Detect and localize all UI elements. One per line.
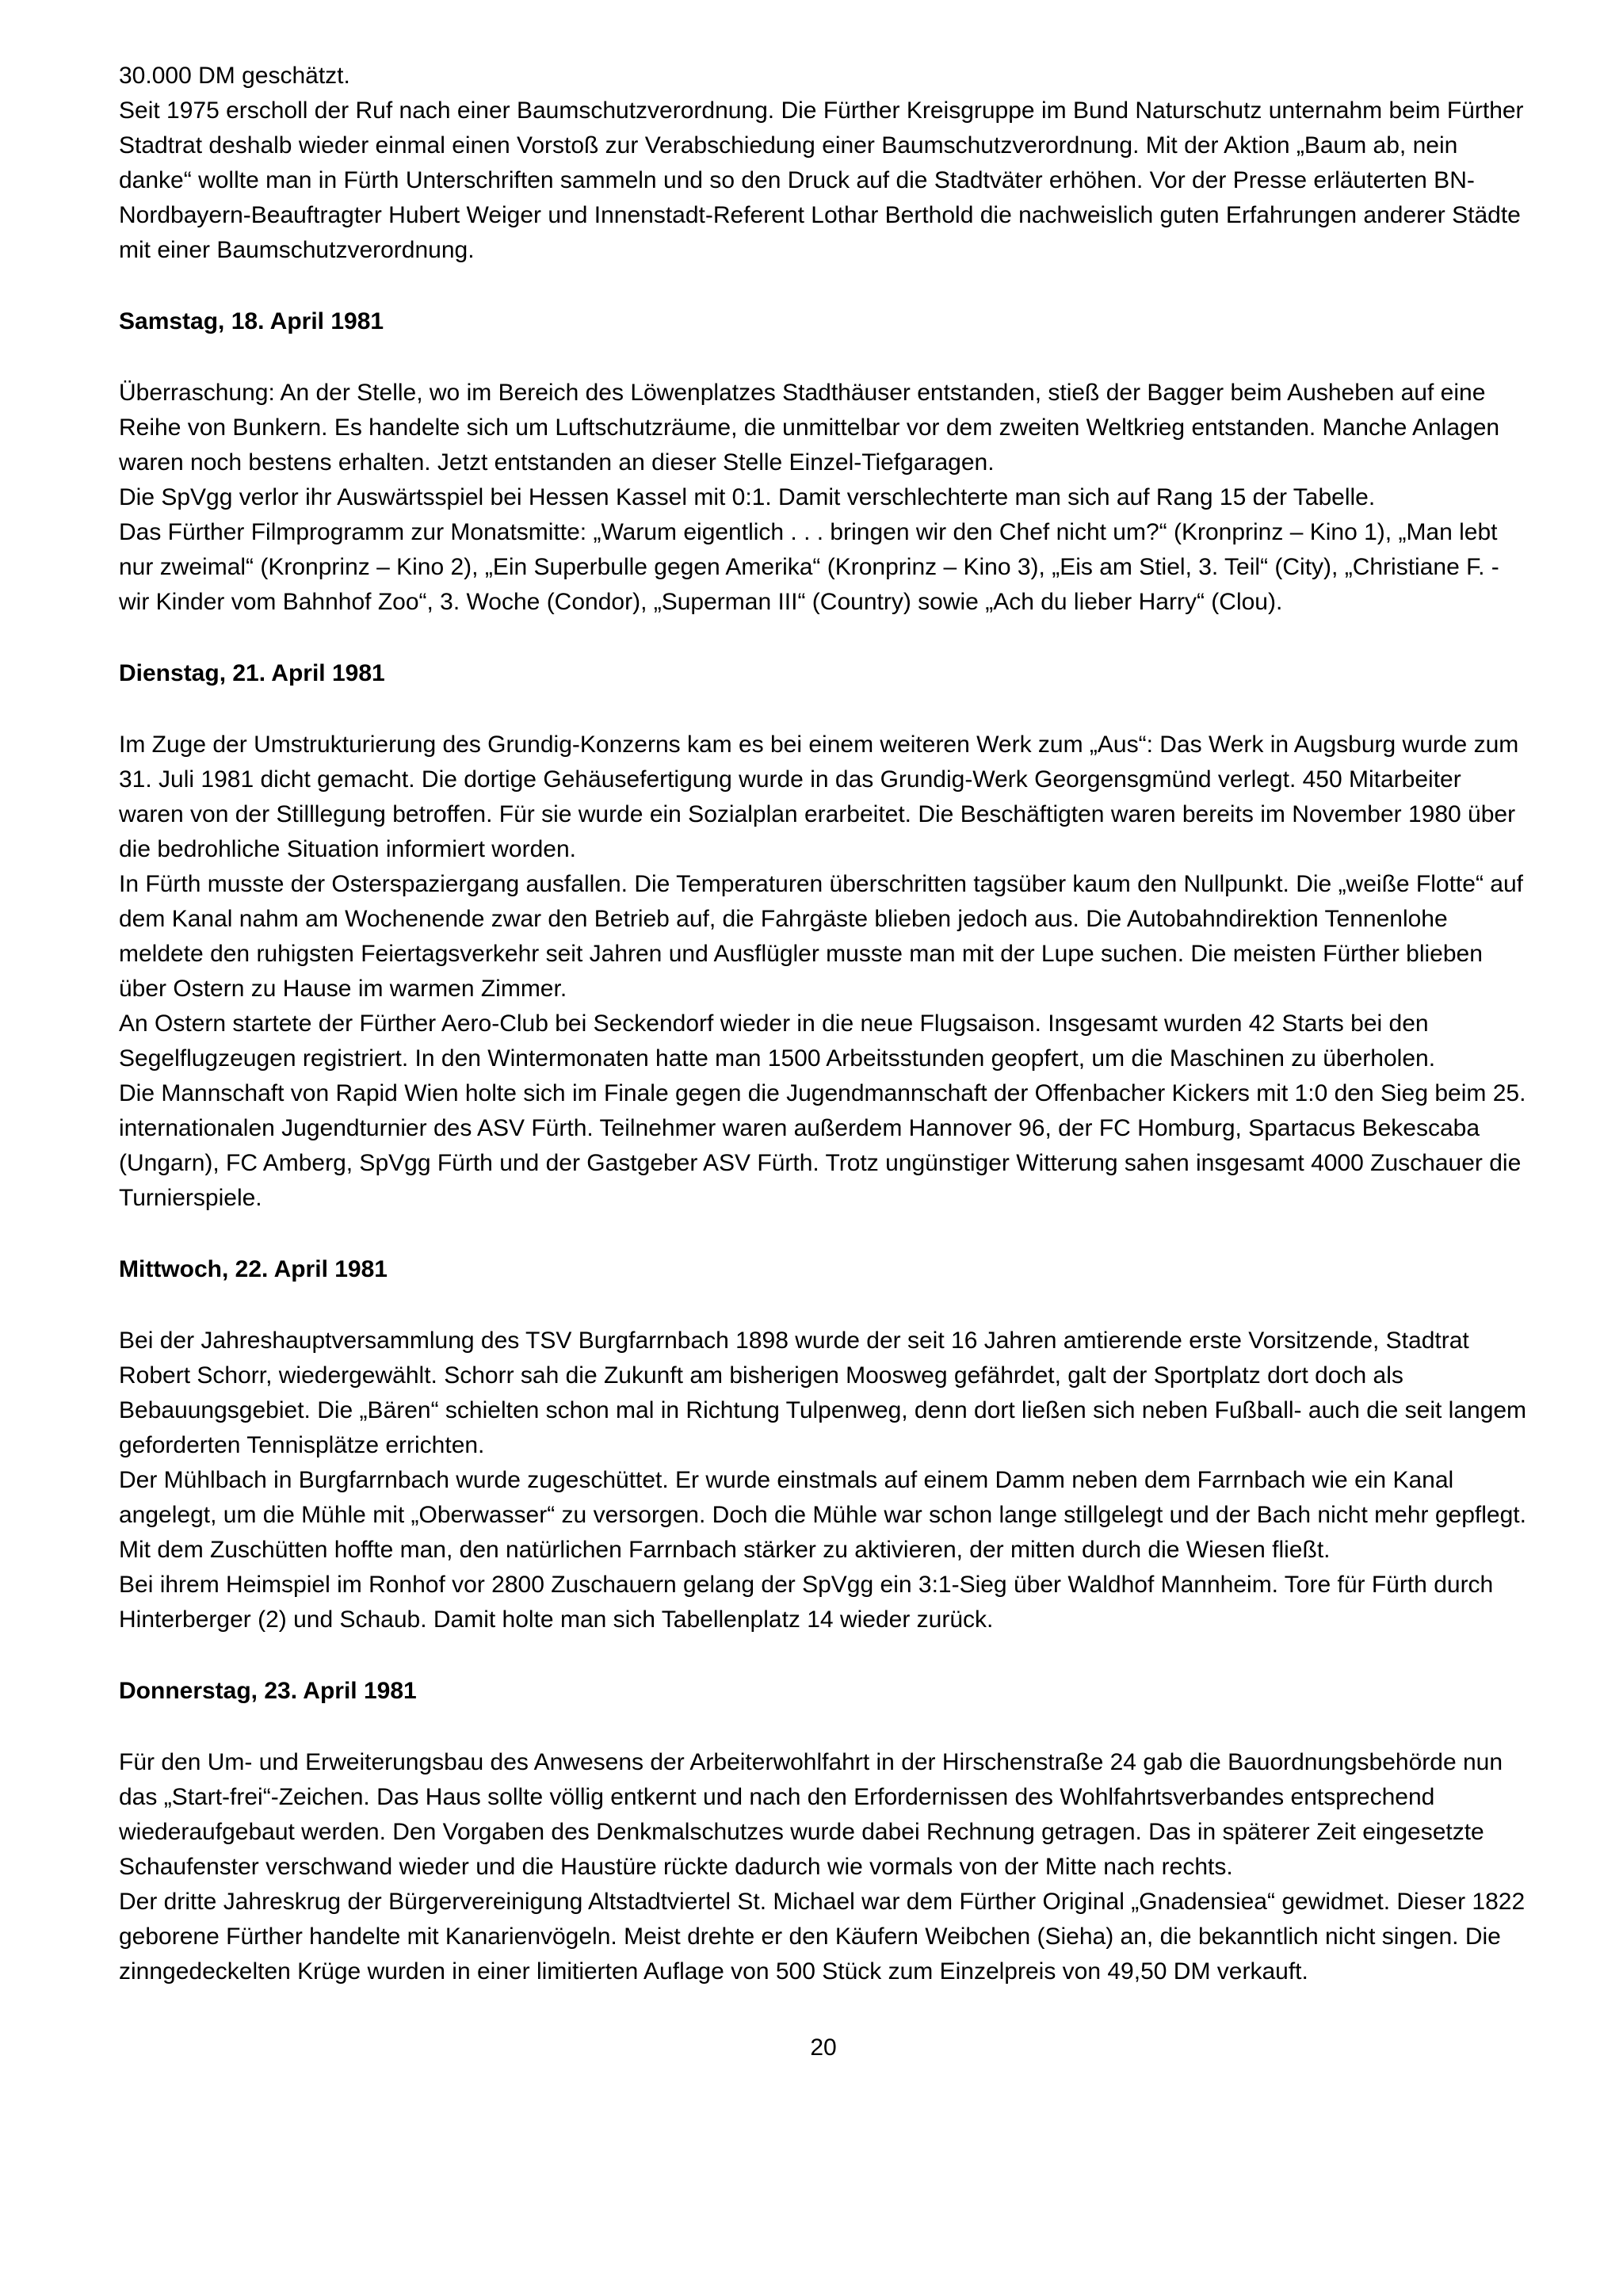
body-paragraph: Das Fürther Filmprogramm zur Monatsmitte: „Warum eigentlich . . . bringen wir den Chef nicht um?“ (Kronprinz – Kino 1), „Man lebt nur zweimal“ (Kronprinz – Kino 2), „Ein Superbulle gegen Amerika“ (Kronprinz – Kino 3), „Eis am Stiel, 3. Teil“ (City), „Christiane F. - wir Kinder vom Bahnhof Zoo“, 3. Woche (Condor), „Superman III“ (Country) sowie „Ach du lieber Harry“ (Clou). [119,519,1499,615]
body-paragraph: Im Zuge der Umstrukturierung des Grundig-Konzerns kam es bei einem weiteren Werk zum „Aus“: Das Werk in Augsburg wurde zum 31. Juli 1981 dicht gemacht. Die dortige Gehäusefertigung wurde in das Grundig-Werk Georgensgmünd verlegt. 450 Mitarbeiter waren von der Stilllegung betroffen. Für sie wurde ein Sozialplan erarbeitet. Die Beschäftigten waren bereits im November 1980 über die bedrohliche Situation informiert worden. [119,732,1519,862]
section-heading-dienstag-21-april-1981: Dienstag, 21. April 1981 [119,660,385,686]
body-paragraph: In Fürth musste der Osterspaziergang ausfallen. Die Temperaturen überschritten tagsüber kaum den Nullpunkt. Die „weiße Flotte“ auf dem Kanal nahm am Wochenende zwar den Betrieb auf, die Fahrgäste blieben jedoch aus. Die Autobahndirektion Tennenlohe meldete den ruhigsten Feiertagsverkehr seit Jahren und Ausflügler musste man mit der Lupe suchen. Die meisten Fürther blieben über Ostern zu Hause im warmen Zimmer. [119,871,1523,1002]
body-paragraph: Die Mannschaft von Rapid Wien holte sich im Finale gegen die Jugendmannschaft der Offenbacher Kickers mit 1:0 den Sieg beim 25. internationalen Jugendturnier des ASV Fürth. Teilnehmer waren außerdem Hannover 96, der FC Homburg, Spartacus Bekescaba (Ungarn), FC Amberg, SpVgg Fürth und der Gastgeber ASV Fürth. Trotz ungünstiger Witterung sahen insgesamt 4000 Zuschauer die Turnierspiele. [119,1080,1526,1211]
body-paragraph: Der dritte Jahreskrug der Bürgervereinigung Altstadtviertel St. Michael war dem Fürther Original „Gnadensiea“ gewidmet. Dieser 1822 geborene Fürther handelte mit Kanarienvögeln. Meist drehte er den Käufern Weibchen (Sieha) an, die bekanntlich nicht singen. Die zinngedeckelten Krüge wurden in einer limitierten Auflage von 500 Stück zum Einzelpreis von 49,50 DM verkauft. [119,1889,1526,1985]
body-paragraph: 30.000 DM geschätzt. [119,63,350,89]
body-paragraph: Der Mühlbach in Burgfarrnbach wurde zugeschüttet. Er wurde einstmals auf einem Damm neben dem Farrnbach wie ein Kanal angelegt, um die Mühle mit „Oberwasser“ zu versorgen. Doch die Mühle war schon lange stillgelegt und der Bach nicht mehr gepflegt. Mit dem Zuschütten hoffte man, den natürlichen Farrnbach stärker zu aktivieren, der mitten durch die Wiesen fließt. [119,1467,1526,1563]
section-heading-samstag-18-april-1981: Samstag, 18. April 1981 [119,308,384,334]
body-paragraph: Die SpVgg verlor ihr Auswärtsspiel bei Hessen Kassel mit 0:1. Damit verschlechterte man sich auf Rang 15 der Tabelle. [119,484,1376,510]
body-paragraph: An Ostern startete der Fürther Aero-Club bei Seckendorf wieder in die neue Flugsaison. Insgesamt wurden 42 Starts bei den Segelflugzeugen registriert. In den Wintermonaten hatte man 1500 Arbeitsstunden geopfert, um die Maschinen zu überholen. [119,1010,1436,1072]
body-paragraph: Bei der Jahreshauptversammlung des TSV Burgfarrnbach 1898 wurde der seit 16 Jahren amtierende erste Vorsitzende, Stadtrat Robert Schorr, wiedergewählt. Schorr sah die Zukunft am bisherigen Moosweg gefährdet, galt der Sportplatz dort doch als Bebauungsgebiet. Die „Bären“ schielten schon mal in Richtung Tulpenweg, denn dort ließen sich neben Fußball- auch die seit langem geforderten Tennisplätze errichten. [119,1328,1527,1458]
section-heading-donnerstag-23-april-1981: Donnerstag, 23. April 1981 [119,1678,417,1704]
page-number: 20 [810,2034,837,2061]
section-heading-mittwoch-22-april-1981: Mittwoch, 22. April 1981 [119,1256,388,1282]
body-paragraph: Überraschung: An der Stelle, wo im Bereich des Löwenplatzes Stadthäuser entstanden, stieß der Bagger beim Ausheben auf eine Reihe von Bunkern. Es handelte sich um Luftschutzräume, die unmittelbar vor dem zweiten Weltkrieg entstanden. Manche Anlagen waren noch bestens erhalten. Jetzt entstanden an dieser Stelle Einzel-Tiefgaragen. [119,380,1500,476]
body-paragraph: Für den Um- und Erweiterungsbau des Anwesens der Arbeiterwohlfahrt in der Hirschenstraße 24 gab die Bauordnungsbehörde nun das „Start-frei“-Zeichen. Das Haus sollte völlig entkernt und nach den Erfordernissen des Wohlfahrtsverbandes entsprechend wiederaufgebaut werden. Den Vorgaben des Denkmalschutzes wurde dabei Rechnung getragen. Das in späterer Zeit eingesetzte Schaufenster verschwand wieder und die Haustüre rückte dadurch wie vormals von der Mitte nach rechts. [119,1749,1503,1880]
body-paragraph: Seit 1975 erscholl der Ruf nach einer Baumschutzverordnung. Die Fürther Kreisgruppe im Bund Naturschutz unternahm beim Fürther Stadtrat deshalb wieder einmal einen Vorstoß zur Verabschiedung einer Baumschutzverordnung. Mit der Aktion „Baum ab, nein danke“ wollte man in Fürth Unterschriften sammeln und so den Druck auf die Stadtväter erhöhen. Vor der Presse erläuterten BN-Nordbayern-Beauftragter Hubert Weiger und Innenstadt-Referent Lothar Berthold die nachweislich guten Erfahrungen anderer Städte mit einer Baumschutzverordnung. [119,97,1524,263]
body-paragraph: Bei ihrem Heimspiel im Ronhof vor 2800 Zuschauern gelang der SpVgg ein 3:1-Sieg über Waldhof Mannheim. Tore für Fürth durch Hinterberger (2) und Schaub. Damit holte man sich Tabellenplatz 14 wieder zurück. [119,1572,1494,1633]
